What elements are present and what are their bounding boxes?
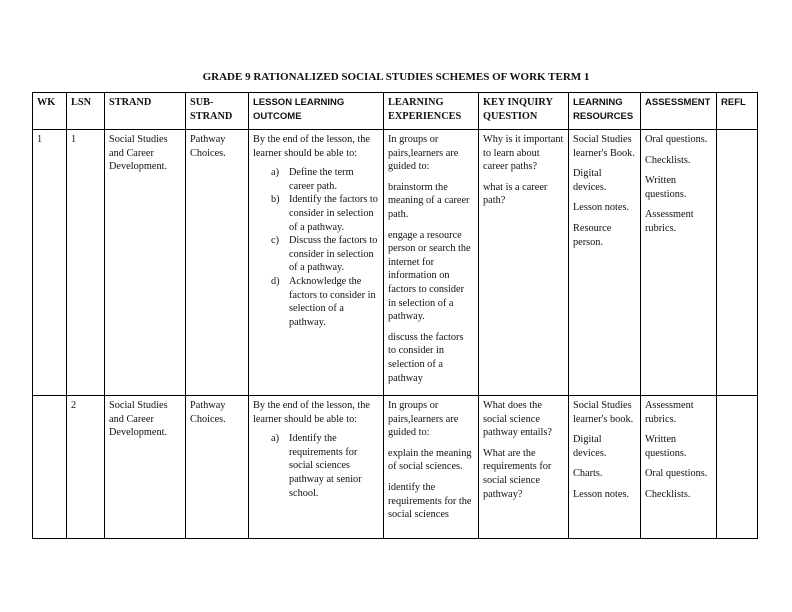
outcome-item — [271, 432, 379, 500]
cell-questions — [479, 396, 569, 539]
cell-assessment — [641, 396, 717, 539]
cell-refl — [717, 130, 758, 396]
outcome-marker: a) — [271, 167, 279, 179]
experiences-item: identify the requirements for the social sciences — [388, 482, 472, 521]
outcome-intro: By the end of the lesson, the learner should be able to: — [253, 400, 370, 425]
experiences-item: discuss the factors to consider in selection of a pathway — [388, 331, 464, 384]
experiences-item: brainstorm the meaning of a career path. — [388, 181, 470, 220]
cell-experiences — [384, 396, 479, 539]
questions-item: What does the social science pathway entails? — [483, 400, 552, 439]
outcome-text: Discuss the factors to consider in selection of a pathway. — [289, 235, 378, 274]
questions-item: what is a career path? — [483, 181, 548, 207]
outcome-item — [271, 234, 379, 275]
header-resources: LEARNING RESOURCES — [569, 93, 641, 130]
outcome-intro: By the end of the lesson, the learner should be able to: — [253, 134, 370, 159]
cell-strand: Social Studies and Career Development. — [105, 396, 186, 539]
cell-outcome — [249, 396, 384, 539]
outcome-list — [253, 432, 379, 500]
assessment-item: Assessment rubrics. — [645, 209, 694, 234]
cell-strand: Social Studies and Career Development. — [105, 130, 186, 396]
outcome-item — [271, 275, 379, 329]
assessment-item: Assessment rubrics. — [645, 400, 694, 425]
cell-resources — [569, 130, 641, 396]
resources-item: Digital devices. — [573, 168, 607, 193]
experiences-item: In groups or pairs,learners are guided to: — [388, 134, 459, 173]
schemes-of-work-table — [32, 92, 758, 539]
resources-item: Lesson notes. — [573, 202, 630, 214]
cell-questions — [479, 130, 569, 396]
document-title: GRADE 9 RATIONALIZED SOCIAL STUDIES SCHEMES OF WORK TERM 1 — [202, 71, 590, 83]
cell-experiences — [384, 130, 479, 396]
header-outcome: LESSON LEARNING OUTCOME — [249, 93, 384, 130]
resources-item: Digital devices. — [573, 434, 607, 459]
cell-sub: Pathway Choices. — [186, 396, 249, 539]
table-row — [33, 130, 758, 396]
cell-refl — [717, 396, 758, 539]
outcome-marker: d) — [271, 275, 280, 287]
header-strand: STRAND — [105, 93, 186, 130]
resources-item: Social Studies learner's book. — [573, 400, 634, 425]
outcome-marker: b) — [271, 194, 280, 206]
cell-outcome — [249, 130, 384, 396]
cell-wk — [33, 396, 67, 539]
header-experiences: LEARNING EXPERIENCES — [384, 93, 479, 130]
outcome-text: Define the term career path. — [289, 167, 354, 192]
outcome-list — [253, 166, 379, 329]
experiences-item: In groups or pairs,learners are guided to: — [388, 400, 459, 439]
assessment-item: Written questions. — [645, 175, 687, 200]
questions-item: Why is it important to learn about career paths? — [483, 134, 564, 173]
experiences-item: explain the meaning of social sciences. — [388, 447, 472, 473]
outcome-marker: a) — [271, 433, 279, 445]
assessment-item: Checklists. — [645, 489, 691, 501]
cell-resources — [569, 396, 641, 539]
outcome-item — [271, 193, 379, 234]
header-question: KEY INQUIRY QUESTION — [479, 93, 569, 130]
header-refl: REFL — [717, 93, 758, 130]
assessment-item: Oral questions. — [645, 134, 708, 145]
outcome-text: Identify the requirements for social sciences pathway at senior school. — [289, 433, 362, 499]
cell-assessment — [641, 130, 717, 396]
header-row — [33, 93, 758, 130]
cell-lsn: 1 — [67, 130, 105, 396]
table-row — [33, 396, 758, 539]
resources-item: Charts. — [573, 468, 603, 480]
header-assessment: ASSESSMENT — [641, 93, 717, 130]
cell-wk: 1 — [33, 130, 67, 396]
resources-item: Resource person. — [573, 222, 612, 248]
resources-item: Social Studies learner's Book. — [573, 134, 635, 159]
header-sub-strand: SUB-STRAND — [186, 93, 249, 130]
header-lsn: LSN — [67, 93, 105, 130]
assessment-item: Checklists. — [645, 154, 691, 166]
assessment-item: Oral questions. — [645, 468, 708, 480]
questions-item: What are the requirements for social science pathway? — [483, 447, 552, 500]
outcome-marker: c) — [271, 235, 279, 247]
outcome-text: Identify the factors to consider in selection of a pathway. — [289, 194, 378, 233]
resources-item: Lesson notes. — [573, 489, 630, 501]
header-wk: WK — [33, 93, 67, 130]
outcome-item — [271, 166, 379, 193]
experiences-item: engage a resource person or search the internet for information on factors to consider in selection of a pathway. — [388, 229, 471, 323]
outcome-text: Acknowledge the factors to consider in selection of a pathway. — [289, 275, 376, 328]
cell-sub: Pathway Choices. — [186, 130, 249, 396]
assessment-item: Written questions. — [645, 434, 687, 459]
cell-lsn: 2 — [67, 396, 105, 539]
